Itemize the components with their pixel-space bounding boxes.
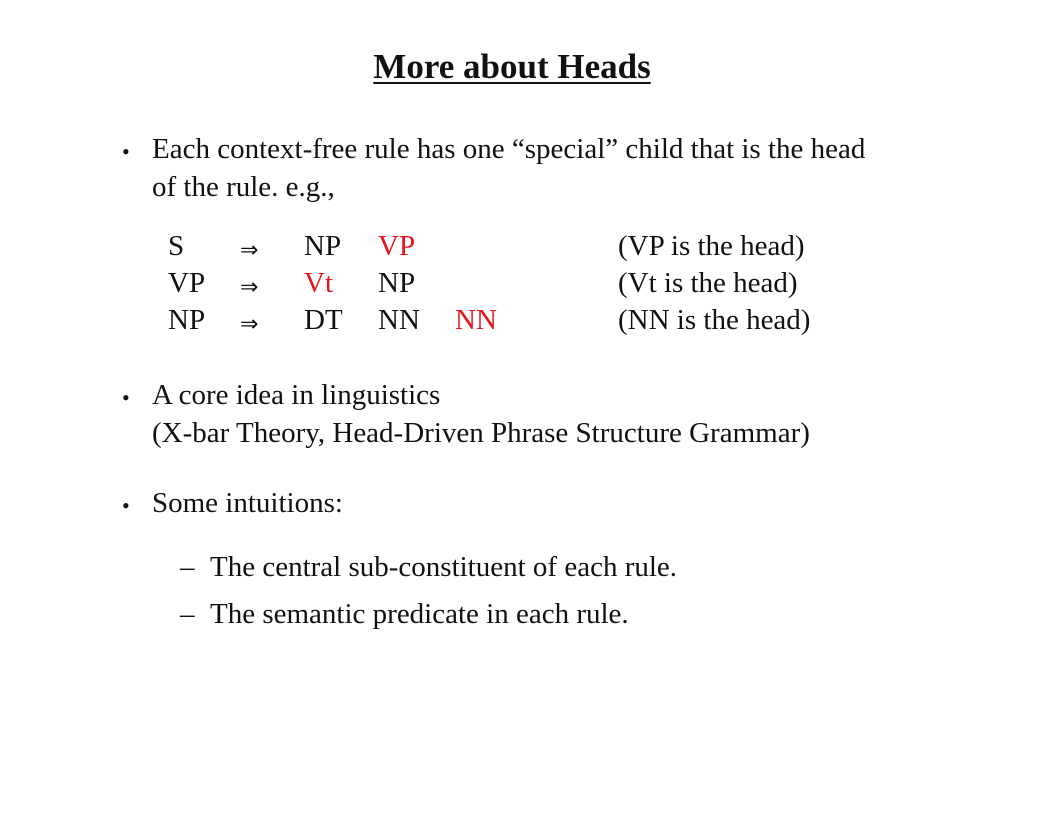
bullet-line: Each context-free rule has one “special” child that is the head: [152, 133, 866, 165]
sub-bullet-text: The semantic predicate in each rule.: [210, 598, 629, 630]
sub-bullet-marker: –: [180, 598, 195, 630]
bullet-line: of the rule. e.g.,: [152, 171, 335, 203]
bullet-line: (X-bar Theory, Head-Driven Phrase Structure Grammar): [152, 417, 810, 449]
bullet-line: Some intuitions:: [152, 487, 343, 519]
rule-head-child: NN: [455, 304, 497, 336]
bullet-text: [152, 130, 865, 206]
bullet-text: [152, 484, 343, 522]
rule-row: [168, 302, 868, 339]
rule-table: [168, 228, 868, 339]
rule-child: NP: [378, 267, 416, 299]
slide-title: More about Heads: [373, 47, 651, 86]
rule-child: NP: [304, 230, 342, 262]
rule-child: NN: [378, 304, 420, 336]
rule-head-child: Vt: [304, 267, 333, 299]
bullet-text: [152, 376, 810, 452]
sub-bullet-marker: –: [180, 551, 195, 583]
bullet-marker: •: [122, 385, 130, 410]
rule-note: (VP is the head): [618, 230, 805, 262]
rule-row: [168, 265, 868, 302]
rule-arrow: ⇒: [240, 312, 259, 337]
bullet-line: A core idea in linguistics: [152, 379, 441, 411]
rule-head-child: VP: [378, 230, 416, 262]
rule-note: (Vt is the head): [618, 267, 798, 299]
rule-arrow: ⇒: [240, 275, 259, 300]
bullet-marker: •: [122, 139, 130, 164]
rule-row: [168, 228, 868, 265]
rule-arrow: ⇒: [240, 238, 259, 263]
rule-lhs: S: [168, 230, 185, 262]
rule-note: (NN is the head): [618, 304, 811, 336]
sub-bullet-text: The central sub-constituent of each rule.: [210, 551, 678, 583]
rule-lhs: VP: [168, 267, 206, 299]
rule-lhs: NP: [168, 304, 206, 336]
bullet-marker: •: [122, 493, 130, 518]
rule-child: DT: [304, 304, 343, 336]
